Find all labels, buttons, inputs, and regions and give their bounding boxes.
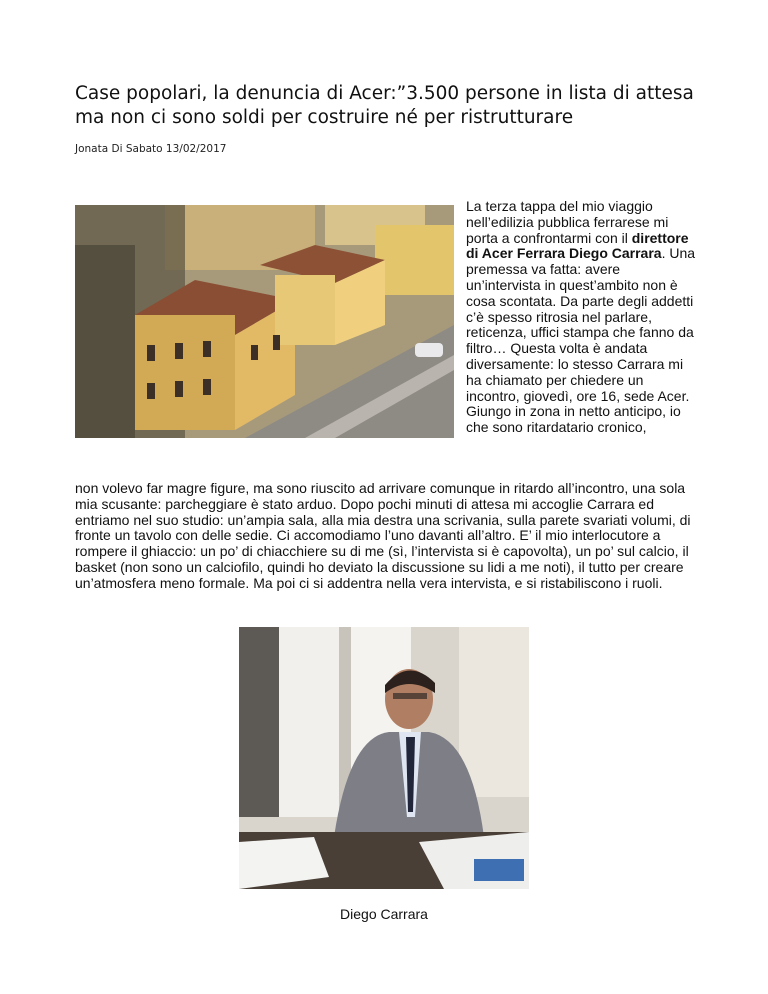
article-body-wrapped: [466, 199, 696, 436]
intro-rest: . Una premessa va fatta: avere un’intervista in quest’ambito non è cosa scontata. Da parte degli addetti c’è spesso ritrosia nel parlare, reticenza, uffici stampa che fanno da filtro… Questa volta è andata diversamente: lo stesso Carrara mi ha chiamato per chiedere un incontro, giovedì, ore 16, sede Acer.: [466, 245, 696, 404]
photo-caption: Diego Carrara: [340, 906, 428, 922]
intro-text: La terza tappa del mio viaggio nell’edilizia pubblica ferrarese mi porta a confrontarmi con il: [466, 198, 669, 246]
article-title: Case popolari, la denuncia di Acer:”3.500 persone in lista di attesa ma non ci sono soldi per costruire né per ristrutturare: [75, 83, 694, 128]
article-byline: Jonata Di Sabato 13/02/2017: [75, 143, 227, 155]
diego-carrara-photo: [239, 627, 529, 889]
article-body-full: [75, 481, 695, 592]
director-name: direttore di Acer Ferrara Diego Carrara: [466, 229, 689, 262]
housing-photo: [75, 205, 454, 438]
paragraph-second-rest: non volevo far magre figure, ma sono riuscito ad arrivare comunque in ritardo all’incontro, una sola mia scusante: parcheggiare è stato arduo. Dopo pochi minuti di attesa mi accoglie Carrara ed entriamo nel suo studio: un’ampia sala, alla mia destra una scrivania, sulla parete svariati volumi, di fronte un tavolo con delle sedie. Ci accomodiamo l’uno davanti all’altro. E’ il mio interlocutore a rompere il ghiaccio: un po’ di chiacchiere su di me (sì, l’intervista si è capovolta), un po’ sul calcio, il basket (non sono un calciofilo, quindi ho deviato la discussione su lidi a me noti), il tutto per creare un’atmosfera meno formale. Ma poi ci si addentra nella vera intervista, e si ristabiliscono i ruoli.: [75, 480, 691, 591]
paragraph-intro: [466, 199, 696, 404]
paragraph-second-start: Giungo in zona in netto anticipo, io che sono ritardatario cronico,: [466, 403, 681, 436]
